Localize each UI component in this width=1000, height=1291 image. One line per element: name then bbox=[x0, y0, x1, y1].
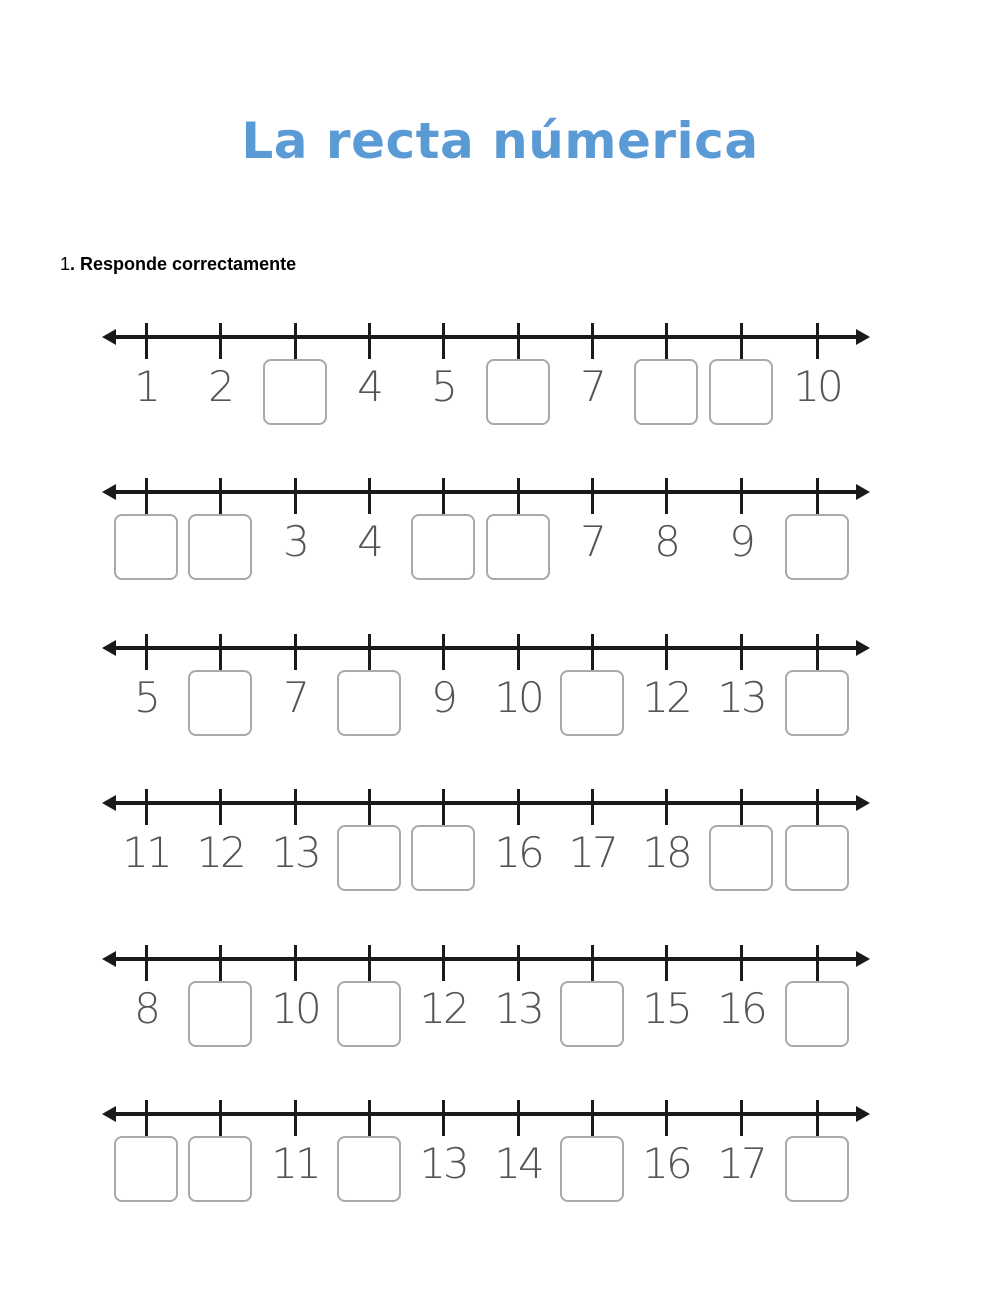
number-label: 8 bbox=[134, 984, 158, 1033]
page-title: La recta númerica bbox=[241, 112, 759, 170]
tick-mark bbox=[145, 1100, 148, 1136]
number-line bbox=[112, 1112, 858, 1116]
tick-mark bbox=[665, 634, 668, 670]
number-line-row bbox=[0, 801, 1000, 911]
tick-mark bbox=[740, 634, 743, 670]
number-line bbox=[112, 801, 858, 805]
tick-mark bbox=[517, 634, 520, 670]
tick-mark bbox=[665, 1100, 668, 1136]
number-label: 1 bbox=[134, 362, 158, 411]
answer-box[interactable] bbox=[411, 825, 475, 891]
number-label: 4 bbox=[357, 362, 381, 411]
tick-mark bbox=[219, 323, 222, 359]
arrow-right-icon bbox=[856, 640, 870, 656]
tick-mark bbox=[816, 789, 819, 825]
answer-box[interactable] bbox=[263, 359, 327, 425]
answer-box[interactable] bbox=[411, 514, 475, 580]
number-label: 12 bbox=[642, 673, 690, 722]
instruction-text: . Responde correctamente bbox=[70, 254, 297, 274]
arrow-left-icon bbox=[102, 640, 116, 656]
tick-mark bbox=[368, 323, 371, 359]
tick-mark bbox=[816, 634, 819, 670]
number-label: 5 bbox=[431, 362, 455, 411]
number-label: 7 bbox=[580, 517, 604, 566]
instruction bbox=[60, 254, 296, 275]
number-label: 15 bbox=[642, 984, 690, 1033]
number-label: 17 bbox=[717, 1139, 765, 1188]
number-line-row bbox=[0, 1112, 1000, 1222]
tick-mark bbox=[517, 478, 520, 514]
tick-mark bbox=[517, 1100, 520, 1136]
number-label: 9 bbox=[729, 517, 753, 566]
number-label: 13 bbox=[271, 828, 319, 877]
tick-mark bbox=[294, 945, 297, 981]
number-label: 2 bbox=[208, 362, 232, 411]
number-label: 10 bbox=[793, 362, 841, 411]
tick-mark bbox=[591, 323, 594, 359]
tick-mark bbox=[368, 1100, 371, 1136]
number-label: 7 bbox=[283, 673, 307, 722]
number-label: 3 bbox=[283, 517, 307, 566]
number-label: 10 bbox=[271, 984, 319, 1033]
arrow-left-icon bbox=[102, 795, 116, 811]
number-line bbox=[112, 646, 858, 650]
tick-mark bbox=[368, 789, 371, 825]
tick-mark bbox=[219, 789, 222, 825]
tick-mark bbox=[816, 945, 819, 981]
tick-mark bbox=[740, 323, 743, 359]
answer-box[interactable] bbox=[486, 359, 550, 425]
tick-mark bbox=[665, 478, 668, 514]
tick-mark bbox=[219, 945, 222, 981]
tick-mark bbox=[816, 478, 819, 514]
tick-mark bbox=[219, 634, 222, 670]
arrow-left-icon bbox=[102, 329, 116, 345]
tick-mark bbox=[442, 634, 445, 670]
answer-box[interactable] bbox=[560, 670, 624, 736]
tick-mark bbox=[591, 789, 594, 825]
answer-box[interactable] bbox=[337, 670, 401, 736]
answer-box[interactable] bbox=[188, 514, 252, 580]
tick-mark bbox=[591, 1100, 594, 1136]
answer-box[interactable] bbox=[560, 1136, 624, 1202]
tick-mark bbox=[740, 1100, 743, 1136]
number-line-row bbox=[0, 490, 1000, 600]
arrow-right-icon bbox=[856, 951, 870, 967]
arrow-right-icon bbox=[856, 484, 870, 500]
tick-mark bbox=[219, 1100, 222, 1136]
number-label: 5 bbox=[134, 673, 158, 722]
number-label: 4 bbox=[357, 517, 381, 566]
number-line-row bbox=[0, 957, 1000, 1067]
tick-mark bbox=[368, 634, 371, 670]
arrow-right-icon bbox=[856, 329, 870, 345]
tick-mark bbox=[665, 789, 668, 825]
tick-mark bbox=[442, 789, 445, 825]
tick-mark bbox=[294, 789, 297, 825]
tick-mark bbox=[368, 945, 371, 981]
tick-mark bbox=[294, 323, 297, 359]
tick-mark bbox=[591, 945, 594, 981]
tick-mark bbox=[145, 789, 148, 825]
number-line-row bbox=[0, 646, 1000, 756]
answer-box[interactable] bbox=[188, 1136, 252, 1202]
number-label: 18 bbox=[642, 828, 690, 877]
number-label: 13 bbox=[717, 673, 765, 722]
answer-box[interactable] bbox=[188, 670, 252, 736]
tick-mark bbox=[816, 323, 819, 359]
number-label: 7 bbox=[580, 362, 604, 411]
number-label: 16 bbox=[642, 1139, 690, 1188]
tick-mark bbox=[740, 945, 743, 981]
answer-box[interactable] bbox=[560, 981, 624, 1047]
number-label: 11 bbox=[271, 1139, 319, 1188]
tick-mark bbox=[517, 945, 520, 981]
tick-mark bbox=[145, 478, 148, 514]
arrow-left-icon bbox=[102, 951, 116, 967]
answer-box[interactable] bbox=[114, 514, 178, 580]
number-label: 8 bbox=[654, 517, 678, 566]
number-label: 17 bbox=[568, 828, 616, 877]
answer-box[interactable] bbox=[785, 670, 849, 736]
tick-mark bbox=[442, 478, 445, 514]
tick-mark bbox=[740, 478, 743, 514]
answer-box[interactable] bbox=[337, 1136, 401, 1202]
number-line bbox=[112, 490, 858, 494]
answer-box[interactable] bbox=[709, 825, 773, 891]
tick-mark bbox=[368, 478, 371, 514]
answer-box[interactable] bbox=[785, 1136, 849, 1202]
number-label: 16 bbox=[717, 984, 765, 1033]
answer-box[interactable] bbox=[114, 1136, 178, 1202]
tick-mark bbox=[294, 478, 297, 514]
answer-box[interactable] bbox=[337, 981, 401, 1047]
answer-box[interactable] bbox=[337, 825, 401, 891]
arrow-right-icon bbox=[856, 1106, 870, 1122]
number-label: 14 bbox=[494, 1139, 542, 1188]
answer-box[interactable] bbox=[785, 825, 849, 891]
tick-mark bbox=[591, 634, 594, 670]
tick-mark bbox=[442, 945, 445, 981]
tick-mark bbox=[442, 323, 445, 359]
number-label: 13 bbox=[419, 1139, 467, 1188]
number-label: 9 bbox=[431, 673, 455, 722]
number-label: 13 bbox=[494, 984, 542, 1033]
instruction-number: 1 bbox=[60, 254, 71, 274]
answer-box[interactable] bbox=[709, 359, 773, 425]
tick-mark bbox=[740, 789, 743, 825]
tick-mark bbox=[145, 323, 148, 359]
tick-mark bbox=[145, 634, 148, 670]
tick-mark bbox=[294, 1100, 297, 1136]
tick-mark bbox=[517, 323, 520, 359]
arrow-right-icon bbox=[856, 795, 870, 811]
number-label: 12 bbox=[196, 828, 244, 877]
tick-mark bbox=[442, 1100, 445, 1136]
arrow-left-icon bbox=[102, 1106, 116, 1122]
number-line-row bbox=[0, 335, 1000, 445]
tick-mark bbox=[294, 634, 297, 670]
tick-mark bbox=[816, 1100, 819, 1136]
answer-box[interactable] bbox=[188, 981, 252, 1047]
tick-mark bbox=[517, 789, 520, 825]
answer-box[interactable] bbox=[785, 514, 849, 580]
tick-mark bbox=[145, 945, 148, 981]
number-line bbox=[112, 335, 858, 339]
tick-mark bbox=[219, 478, 222, 514]
number-label: 11 bbox=[122, 828, 170, 877]
number-label: 12 bbox=[419, 984, 467, 1033]
tick-mark bbox=[591, 478, 594, 514]
tick-mark bbox=[665, 945, 668, 981]
arrow-left-icon bbox=[102, 484, 116, 500]
answer-box[interactable] bbox=[486, 514, 550, 580]
number-label: 16 bbox=[494, 828, 542, 877]
answer-box[interactable] bbox=[785, 981, 849, 1047]
answer-box[interactable] bbox=[634, 359, 698, 425]
number-label: 10 bbox=[494, 673, 542, 722]
number-line bbox=[112, 957, 858, 961]
tick-mark bbox=[665, 323, 668, 359]
